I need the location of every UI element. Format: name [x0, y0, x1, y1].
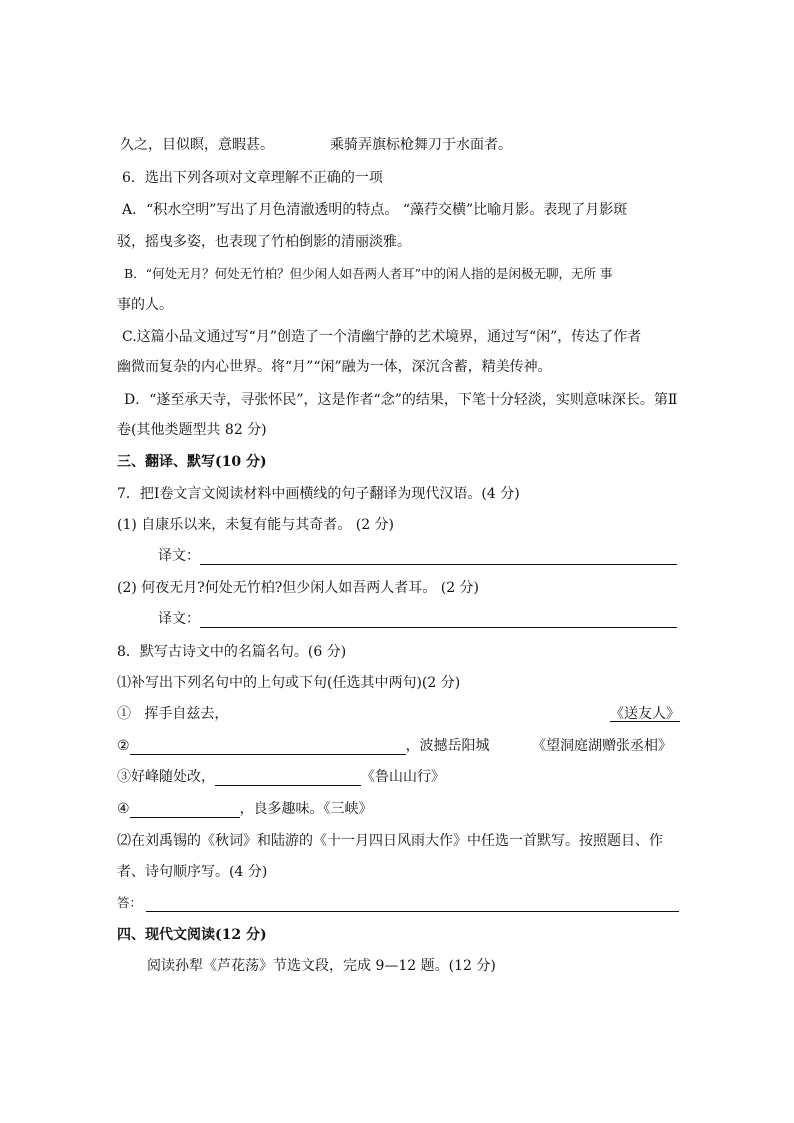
- text-line-top-left: [120, 136, 274, 154]
- q7-part2: (2) 何夜无月?何处无竹柏?但少闲人如吾两人者耳。 (2 分): [117, 580, 480, 596]
- q8-sub1: ⑴补写出下列名句中的上句或下句(任选其中两句)(2 分): [117, 675, 461, 691]
- item2-blank[interactable]: [130, 740, 406, 755]
- q8-item2: [117, 737, 490, 755]
- q7-stem: 7．把Ⅰ卷文言文阅读材料中画横线的句子翻译为现代汉语。(4 分): [117, 486, 520, 502]
- q8-item3: [117, 768, 445, 786]
- item2-number: ②: [117, 738, 130, 754]
- item2-text: ，波撼岳阳城: [405, 738, 490, 754]
- item1-number: ①: [117, 706, 131, 722]
- top-right-text: 乘骑弄旗标枪舞刀于水面者。: [330, 137, 512, 153]
- q8-answer-line: [117, 894, 679, 912]
- q7-part1: (1) 自康乐以来，未复有能与其奇者。 (2 分): [117, 517, 395, 533]
- q6-option-a-line1: A．“积水空明”写出了月色清澈透明的特点。 “藻荇交横”比喻月影。表现了月影斑: [122, 202, 628, 218]
- q6-option-b-line1: B．“何处无月？何处无竹柏？但少闲人如吾两人者耳”中的闲人指的是闲极无聊，无所 事: [124, 266, 613, 281]
- top-left-text: 久之，目似瞑，意暇甚。: [120, 137, 274, 153]
- translation-label: 译文：: [158, 548, 200, 564]
- item4-blank[interactable]: [130, 803, 240, 818]
- q6-option-d-line1: D．“遂至承天寺，寻张怀民”，这是作者“念”的结果，下笔十分轻淡，实则意味深长。第Ⅱ: [124, 392, 678, 408]
- q6-option-a-line2: 驳，摇曳多姿，也表现了竹柏倒影的清丽淡雅。: [117, 234, 411, 250]
- text-line-top-right: [330, 136, 512, 154]
- q8-item4: [117, 800, 373, 818]
- section4-intro: 阅读孙犁《芦花荡》节选文段，完成 9—12 题。(12 分): [147, 958, 496, 974]
- q8-item1: [117, 705, 228, 723]
- item3-text: ③好峰随处改，: [117, 769, 215, 785]
- q7-answer-line1: [158, 547, 677, 565]
- q8-stem: 8．默写古诗文中的名篇名句。(6 分): [117, 644, 347, 660]
- q8-sub2-line1: ⑵在刘禹锡的《秋词》和陆游的《十一月四日风雨大作》中任选一首默写。按照题目、作: [117, 833, 663, 849]
- translation-blank-1[interactable]: [200, 550, 677, 565]
- section4-title: 四、现代文阅读(12 分): [117, 927, 267, 943]
- q8-sub2-line2: 者、诗句顺序写。(4 分): [117, 864, 268, 880]
- q6-stem: 6．选出下列各项对文章理解不正确的一项: [122, 170, 383, 186]
- item4-number: ④: [117, 801, 130, 817]
- item3-blank[interactable]: [215, 771, 361, 786]
- item1-source: 《送友人》: [610, 706, 680, 722]
- section3-title: 三、翻译、默写(10 分): [117, 454, 267, 470]
- item2-source: 《望洞庭湖赠张丞相》: [532, 738, 672, 754]
- q7-answer-line2: [158, 610, 677, 628]
- item3-source: 《鲁山山行》: [361, 769, 445, 785]
- q6-option-c-line1: C.这篇小品文通过写“月”创造了一个清幽宁静的艺术境界，通过写“闲”，传达了作者: [122, 329, 642, 345]
- answer-label: 答：: [117, 895, 143, 910]
- q6-option-d-line2: 卷(其他类题型共 82 分): [117, 422, 267, 438]
- q6-option-b-line2: 事的人。: [117, 297, 173, 313]
- translation-blank-2[interactable]: [200, 613, 677, 628]
- item1-text: 挥手自兹去，: [144, 706, 229, 722]
- q6-option-c-line2: 幽微而复杂的内心世界。将“月”“闲”融为一体，深沉含蓄，精美传神。: [117, 359, 552, 375]
- item4-text: ，良多趣味。《三峡》: [239, 801, 373, 817]
- answer-blank[interactable]: [146, 897, 679, 912]
- translation-label: 译文：: [158, 611, 200, 627]
